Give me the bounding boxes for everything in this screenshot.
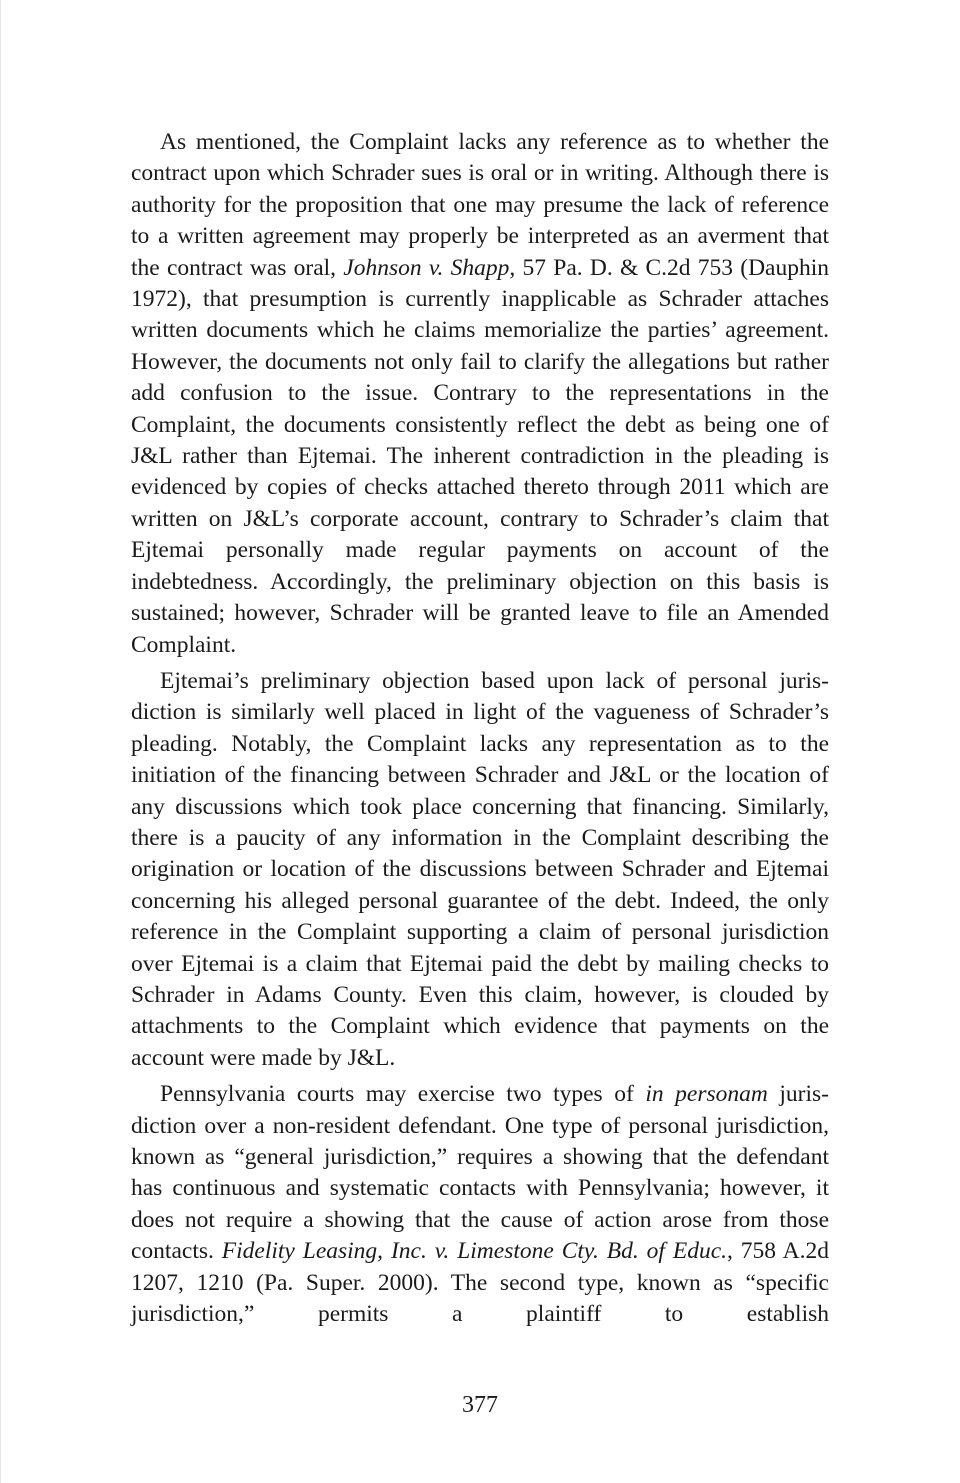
case-citation-italic: Fidelity Leasing, Inc. v. Limestone Cty. Bd. of Educ. [221, 1238, 728, 1265]
text-segment: , 57 Pa. D. & C.2d 753 (Dauphin 1972), that presumption is currently inapplicable as Schrader attaches written documents which he claims memorialize the parties’ agreement. However, the documents not only fail to clarify the allegations but rather add confusion to the issue. Contrary to the representations in the Complaint, the documents consistently reflect the debt as being one of J&L rather than Ejtemai. The inherent contradiction in the pleading is evidenced by copies of checks attached thereto through 2011 which are written on J&L’s corporate account, contrary to Schrader’s claim that Ejtemai personally made regular payments on account of the indebtedness. Accordingly, the preliminary objection on this basis is sustained; however, Schrader will be granted leave to file an Amended Complaint. [131, 254, 830, 658]
text-segment: Pennsylvania courts may exercise two types of [160, 1081, 646, 1108]
text-segment: jurisdiction over a non-resident defendant. One type of personal jurisdiction, known as “general jurisdiction,” requires a showing that the defendant has continuous and systematic contacts with Pennsylvania; however, it does not require a showing that the cause of action arose from those contacts. [131, 1081, 829, 1265]
paragraph [131, 1079, 829, 1330]
body-text [131, 127, 829, 1335]
text-segment: Ejtemai’s preliminary objection based upon lack of personal jurisdiction is similarly well placed in light of the vagueness of Schrader’s pleading. Notably, the Complaint lacks any representation as to the initiation of the financing between Schrader and J&L or the location of any discussions which took place concerning that financing. Similarly, there is a paucity of any information in the Complaint describing the origination or location of the discussions between Schrader and Ejtemai concerning his alleged personal guarantee of the debt. Indeed, the only reference in the Complaint supporting a claim of personal jurisdiction over Ejtemai is a claim that Ejtemai paid the debt by mailing checks to Schrader in Adams County. Even this claim, however, is clouded by attachments to the Complaint which evidence that payments on the account were made by J&L. [131, 667, 829, 1071]
text-segment: , 758 A.2d 1207, 1210 (Pa. Super. 2000). The second type, known as “specific jurisdiction,” permits a plaintiff to establish [131, 1238, 830, 1328]
paragraph [131, 666, 829, 1074]
page-number: 377 [462, 1392, 498, 1418]
case-citation-italic: in personam [645, 1081, 768, 1108]
text-segment: As mentioned, the Complaint lacks any reference as to whether the contract upon which Schrader sues is oral or in writing. Although there is authority for the proposition that one may presume the lack of reference to a written agreement may properly be interpreted as an averment that the contract was oral, [131, 129, 829, 281]
case-citation-italic: Johnson v. Shapp [343, 254, 510, 281]
paragraph [131, 127, 829, 661]
